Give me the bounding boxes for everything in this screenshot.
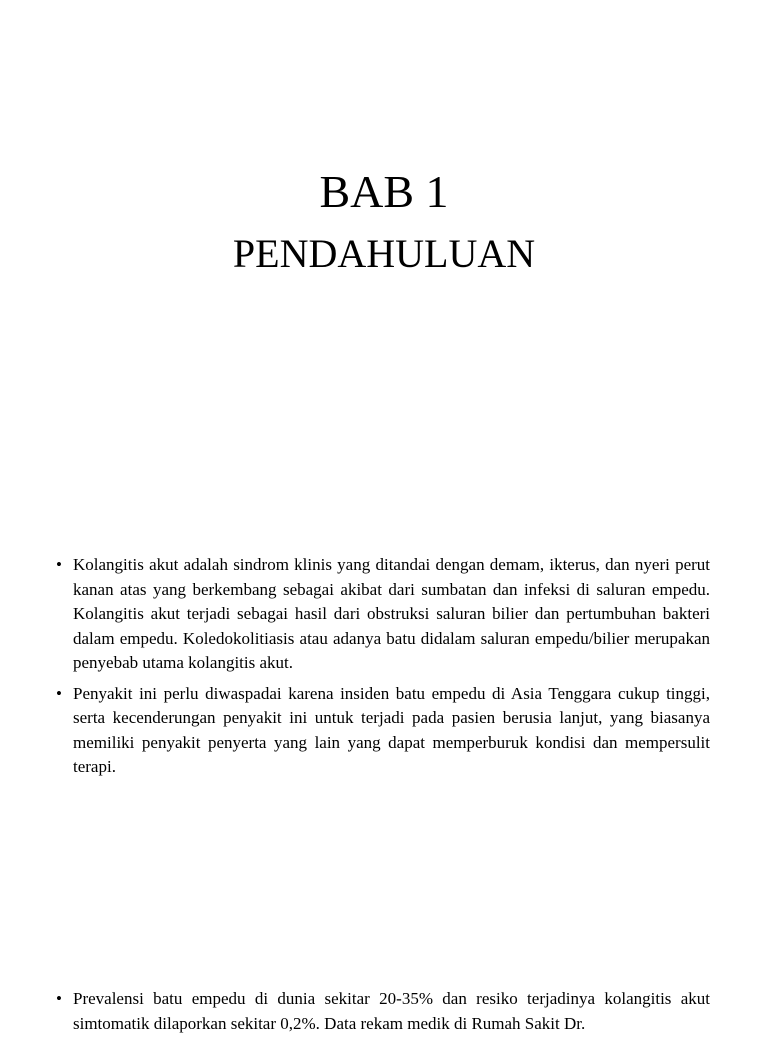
- bullet-item: [56, 553, 710, 676]
- title-slide: [0, 0, 768, 520]
- bullet-list: [56, 553, 710, 786]
- slide-title: BAB 1: [319, 166, 449, 217]
- bullet-item: [56, 987, 710, 1036]
- bullet-dot-icon: •: [56, 989, 62, 1008]
- bullet-item: [56, 682, 710, 780]
- bullet-text: Prevalensi batu empedu di dunia sekitar 20-35% dan resiko terjadinya kolangitis akut simtomatik dilaporkan sekitar 0,2%. Data rekam medik di Rumah Sakit Dr.: [73, 989, 710, 1033]
- bullet-list: [56, 987, 710, 1042]
- slide-subtitle: PENDAHULUAN: [232, 231, 536, 276]
- bullet-dot-icon: •: [56, 555, 62, 574]
- bullet-text: Penyakit ini perlu diwaspadai karena insiden batu empedu di Asia Tenggara cukup tinggi, serta kecenderungan penyakit ini untuk terjadi pada pasien berusia lanjut, yang biasanya memiliki penyakit penyerta yang lain yang dapat memperburuk kondisi dan mempersulit terapi.: [73, 683, 710, 776]
- content-slide: [0, 520, 768, 1033]
- bullet-dot-icon: •: [56, 683, 62, 703]
- bullet-text: Kolangitis akut adalah sindrom klinis yang ditandai dengan demam, ikterus, dan nyeri perut kanan atas yang berkembang sebagai akibat dari sumbatan dan infeksi di saluran empedu. Kolangitis akut terjadi sebagai hasil dari obstruksi saluran bilier dan pertumbuhan bakteri dalam empedu. Koledokolitiasis atau adanya batu didalam saluran empedu/bilier merupakan penyebab utama kolangitis akut.: [73, 555, 710, 672]
